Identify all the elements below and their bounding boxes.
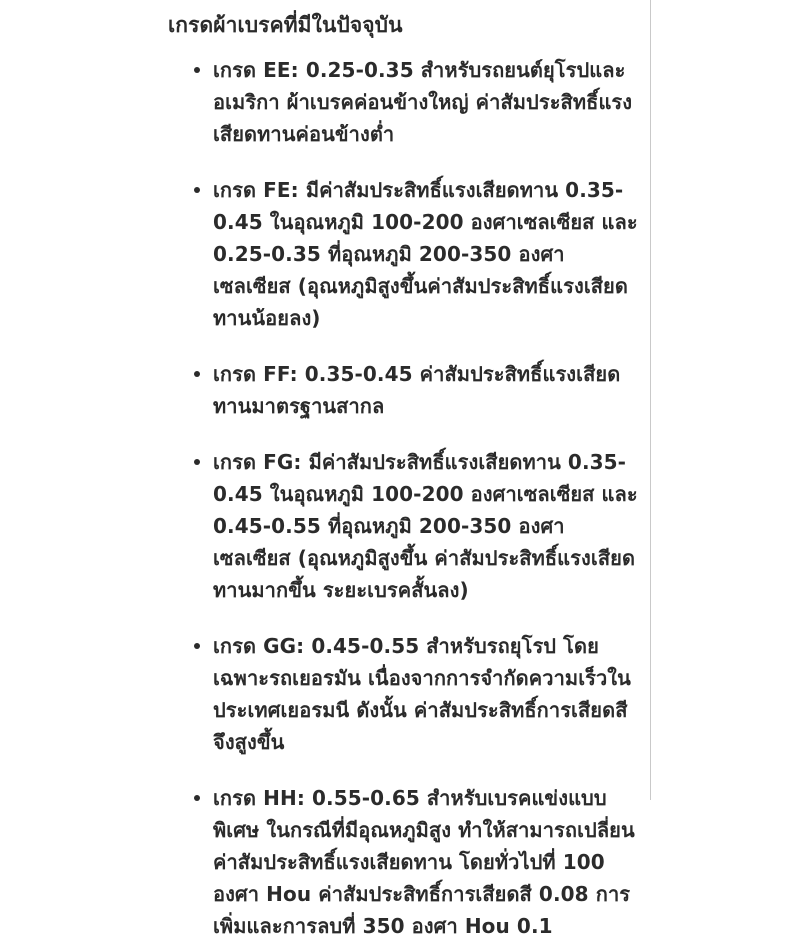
bullet-point-icon	[194, 446, 201, 478]
bullet-point-icon	[194, 54, 201, 86]
bullet-point-icon	[194, 630, 201, 662]
page-title: เกรดผ้าเบรคที่มีในปัจจุบัน	[168, 13, 403, 37]
list-item	[168, 174, 638, 334]
list-item	[168, 782, 638, 942]
list-item	[168, 446, 638, 606]
list-item-text: เกรด EE: 0.25-0.35 สำหรับรถยนต์ยุโรปและอเมริกา ผ้าเบรคค่อนข้างใหญ่ ค่าสัมประสิทธิ์แรงเสียดทานค่อนข้างต่ำ	[213, 58, 633, 146]
document-content	[168, 10, 638, 942]
list-item-text: เกรด FF: 0.35-0.45 ค่าสัมประสิทธิ์แรงเสียดทานมาตรฐานสากล	[213, 362, 621, 418]
bullet-point-icon	[194, 782, 201, 814]
bullet-point-icon	[194, 174, 201, 206]
column-divider-rule	[650, 0, 651, 800]
list-item	[168, 358, 638, 422]
list-item-text: เกรด HH: 0.55-0.65 สำหรับเบรคแข่งแบบพิเศษ ในกรณีที่มีอุณหภูมิสูง ทำให้สามารถเปลี่ยนค่าสัมประสิทธิ์แรงเสียดทาน โดยทั่วไปที่ 100 องศา Hou ค่าสัมประสิทธิ์การเสียดสี 0.08 การเพิ่มและการลบที่ 350 องศา Hou 0.1	[213, 786, 635, 938]
list-item	[168, 630, 638, 758]
list-item-text: เกรด GG: 0.45-0.55 สำหรับรถยุโรป โดยเฉพาะรถเยอรมัน เนื่องจากการจำกัดความเร็วในประเทศเยอรมนี ดังนั้น ค่าสัมประสิทธิ์การเสียดสีจึงสูงขึ้น	[213, 634, 631, 754]
list-item	[168, 54, 638, 150]
list-item-text: เกรด FE: มีค่าสัมประสิทธิ์แรงเสียดทาน 0.35-0.45 ในอุณหภูมิ 100-200 องศาเซลเซียส และ 0.25-0.35 ที่อุณหภูมิ 200-350 องศาเซลเซียส (อุณหภูมิสูงขึ้นค่าสัมประสิทธิ์แรงเสียดทานน้อยลง)	[213, 178, 638, 330]
brake-grade-list	[168, 54, 638, 942]
bullet-point-icon	[194, 358, 201, 390]
list-item-text: เกรด FG: มีค่าสัมประสิทธิ์แรงเสียดทาน 0.35-0.45 ในอุณหภูมิ 100-200 องศาเซลเซียส และ 0.45-0.55 ที่อุณหภูมิ 200-350 องศาเซลเซียส (อุณหภูมิสูงขึ้น ค่าสัมประสิทธิ์แรงเสียดทานมากขึ้น ระยะเบรคสั้นลง)	[213, 450, 638, 602]
